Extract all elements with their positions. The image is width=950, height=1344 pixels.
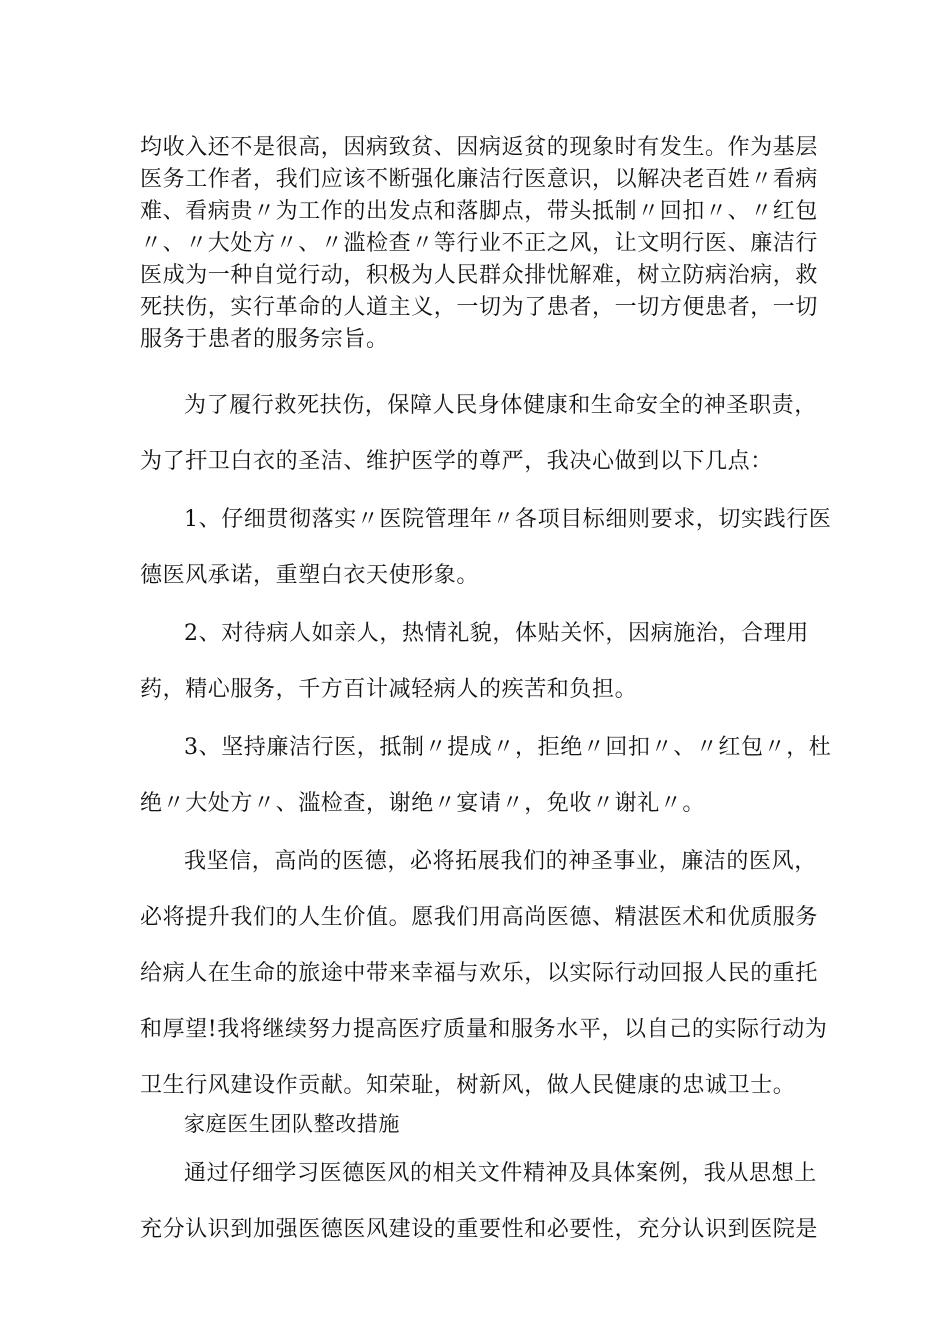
text-line: 难、看病贵〃为工作的出发点和落脚点，带头抵制〃回扣〃、〃红包 [140,199,819,224]
text-line: 卫生行风建设作贡献。知荣耻，树新风，做人民健康的忠诚卫士。 [140,1073,796,1098]
text-line: 充分认识到加强医德医风建设的重要性和必要性，充分认识到医院是 [140,1217,819,1242]
text-line: 2、对待病人如亲人，热情礼貌，体贴关怀，因病施治，合理用 [184,621,809,646]
text-line: 为了履行救死扶伤，保障人民身体健康和生命安全的神圣职责， [184,393,817,418]
text-line: 医务工作者，我们应该不断强化廉洁行医意识，以解决老百姓〃看病 [140,167,819,192]
text-line: 德医风承诺，重塑白衣天使形象。 [140,563,480,588]
text-line: 1、仔细贯彻落实〃医院管理年〃各项目标细则要求，切实践行医 [184,507,832,532]
text-line: 服务于患者的服务宗旨。 [140,327,389,352]
text-line: 药，精心服务，千方百计减轻病人的疾苦和负担。 [140,677,638,702]
text-line: 医成为一种自觉行动，积极为人民群众排忧解难，树立防病治病，救 [140,263,819,288]
text-line: 死扶伤，实行革命的人道主义，一切为了患者，一切方便患者，一切 [140,295,819,320]
text-line: 给病人在生命的旅途中带来幸福与欢乐，以实际行动回报人民的重托 [140,961,819,986]
text-line: 3、坚持廉洁行医，抵制〃提成〃，拒绝〃回扣〃、〃红包〃，杜 [184,735,832,760]
text-line: 必将提升我们的人生价值。愿我们用高尚医德、精湛医术和优质服务 [140,905,819,930]
section-title: 家庭医生团队整改措施 [184,1112,400,1136]
text-line: 我坚信，高尚的医德，必将拓展我们的神圣事业，廉洁的医风， [184,849,817,874]
text-line: 均收入还不是很高，因病致贫、因病返贫的现象时有发生。作为基层 [140,135,819,160]
text-line: 〃、〃大处方〃、〃滥检查〃等行业不正之风，让文明行医、廉洁行 [140,231,819,256]
text-line: 绝〃大处方〃、滥检查，谢绝〃宴请〃，免收〃谢礼〃。 [140,791,706,816]
text-line: 通过仔细学习医德医风的相关文件精神及具体案例，我从思想上 [184,1161,817,1186]
text-line: 和厚望!我将继续努力提高医疗质量和服务水平，以自己的实际行动为 [140,1017,828,1042]
text-line: 为了扞卫白衣的圣洁、维护医学的尊严，我决心做到以下几点： [140,449,773,474]
